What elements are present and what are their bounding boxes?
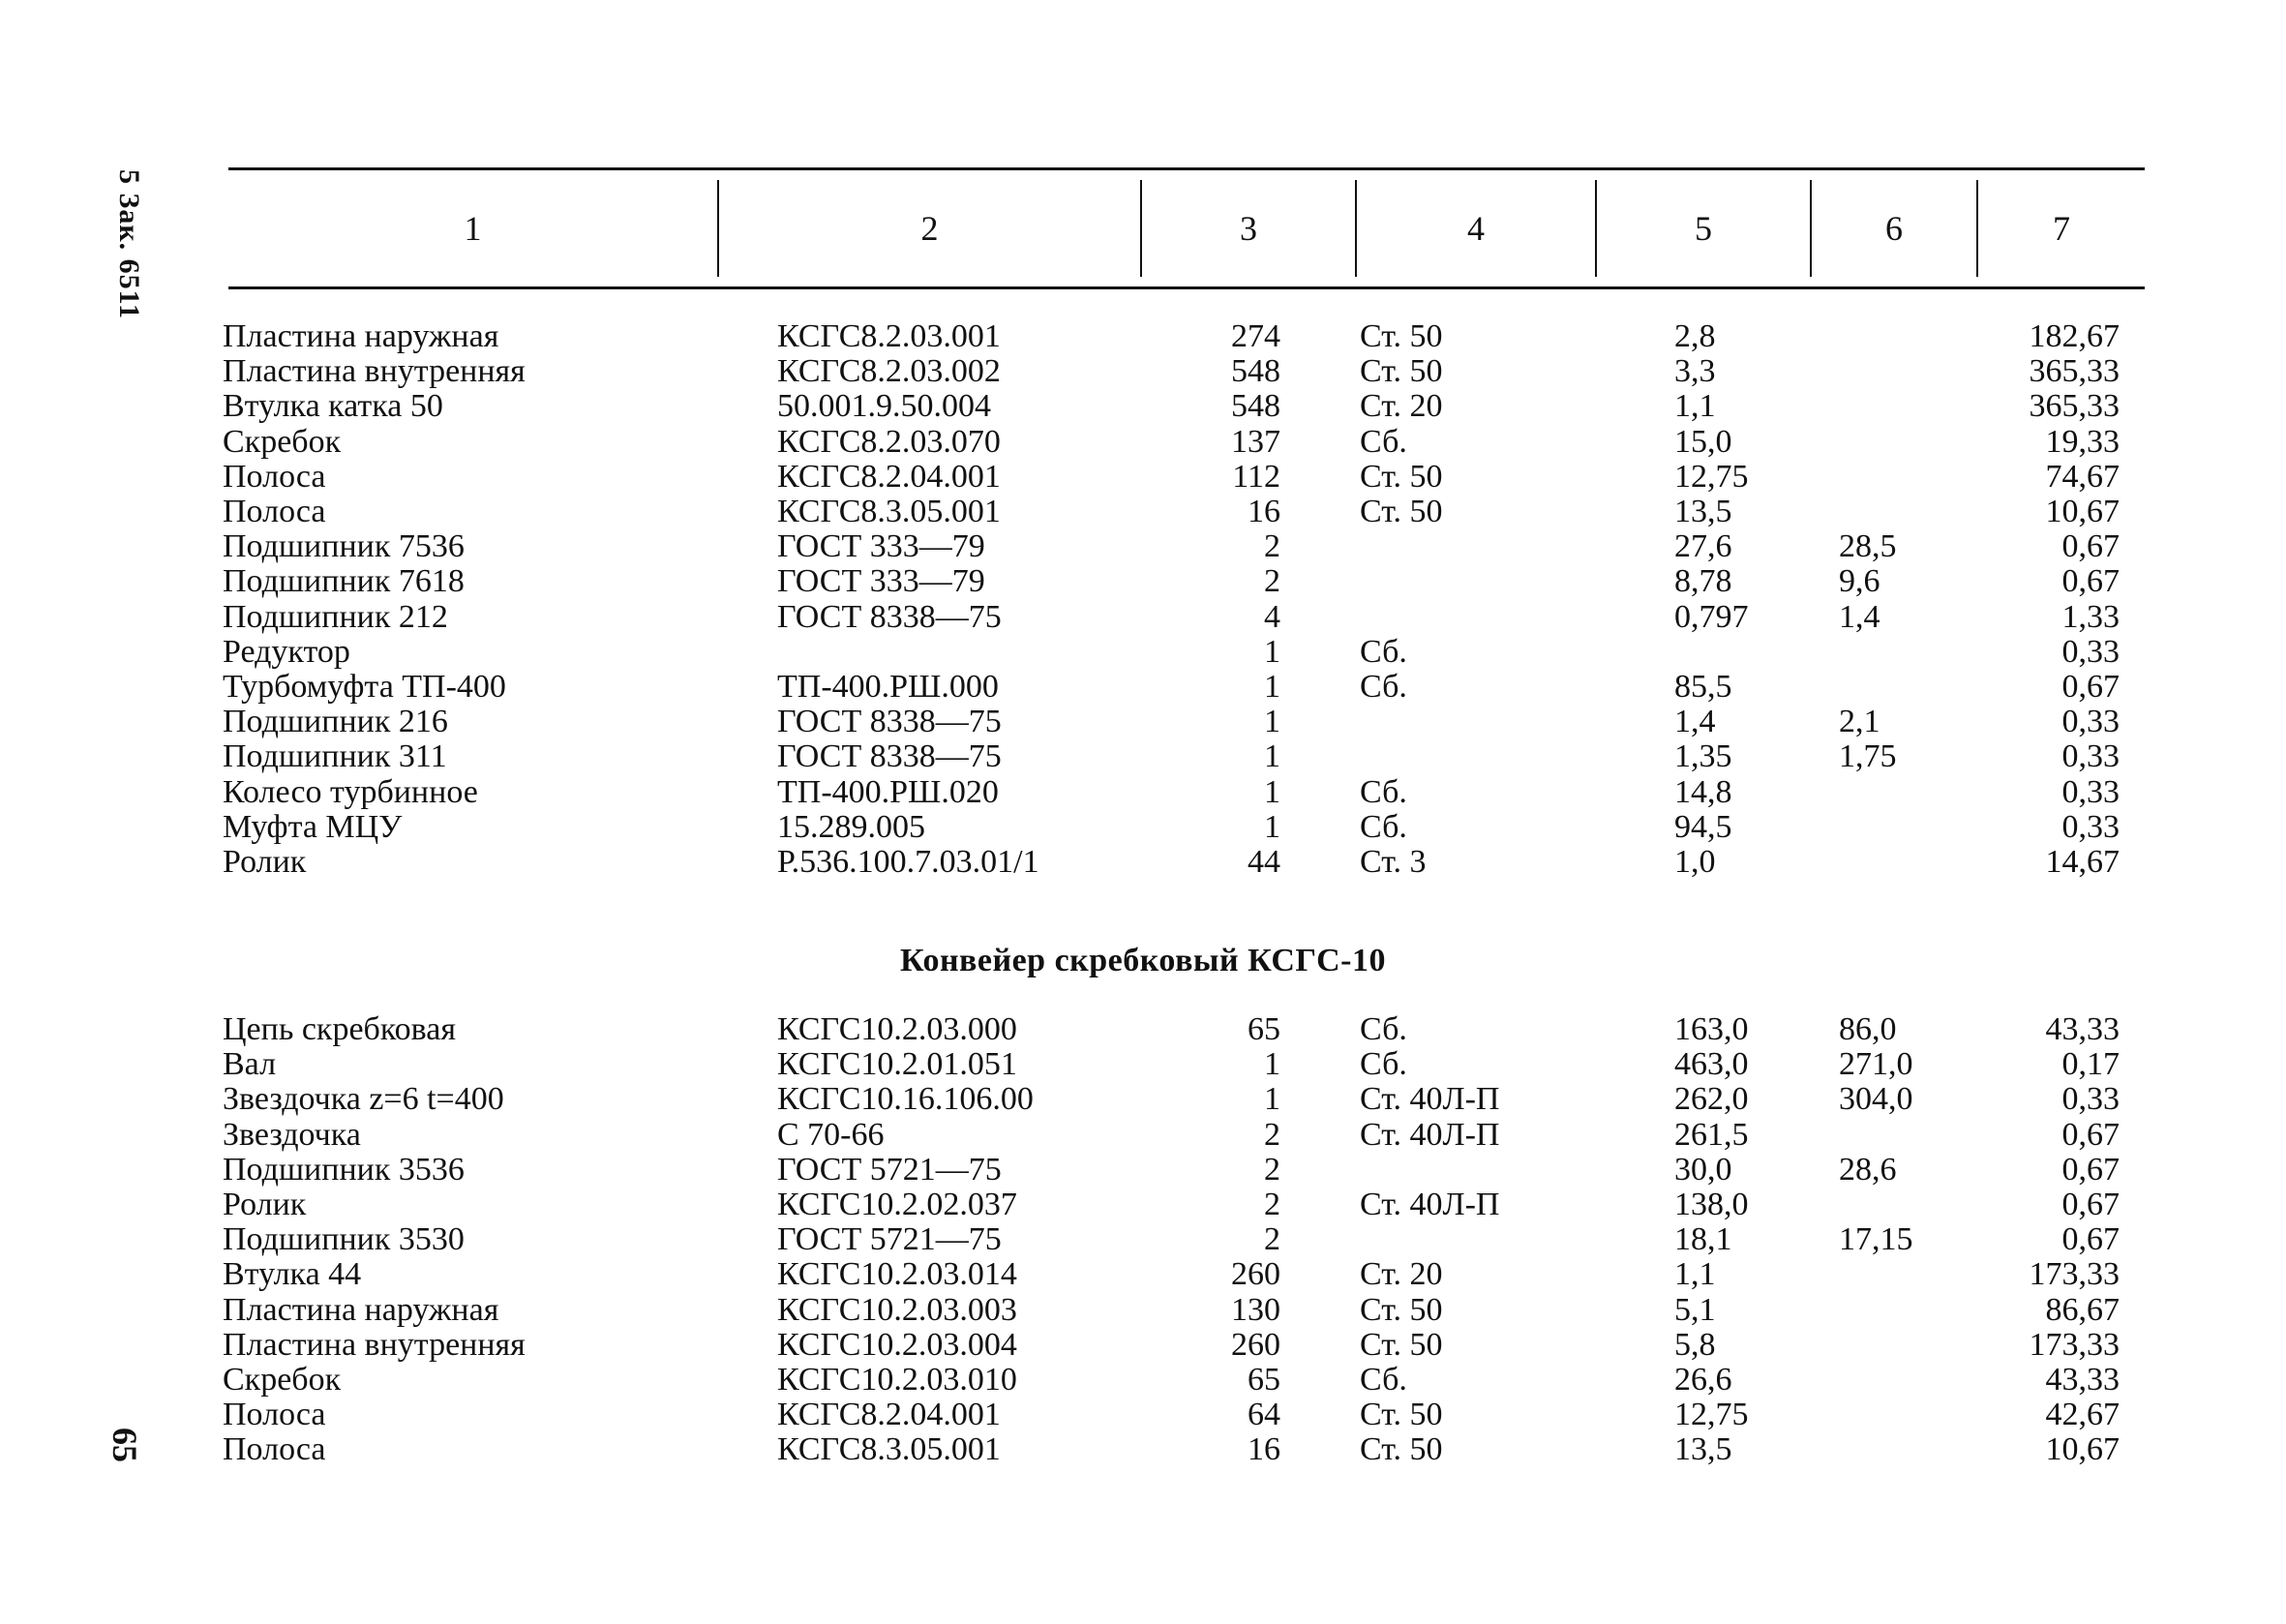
cell-norm: 0,33 bbox=[2061, 1081, 2120, 1118]
cell-mass: 0,797 bbox=[1674, 598, 1749, 635]
cell-quantity: 2 bbox=[1264, 563, 1280, 600]
cell-material: Ст. 50 bbox=[1360, 1291, 1443, 1328]
cell-norm: 10,67 bbox=[2045, 1431, 2120, 1468]
cell-designation: КСГС8.2.04.001 bbox=[777, 458, 1001, 495]
cell-item-name: Подшипник 216 bbox=[223, 704, 448, 740]
cell-designation: КСГС10.2.01.051 bbox=[777, 1046, 1017, 1083]
cell-quantity: 1 bbox=[1264, 669, 1280, 705]
cell-norm: 1,33 bbox=[2061, 598, 2120, 635]
cell-material: Сб. bbox=[1360, 1362, 1407, 1398]
cell-material: Ст. 3 bbox=[1360, 844, 1427, 880]
cell-material: Ст. 20 bbox=[1360, 1256, 1443, 1293]
cell-material: Сб. bbox=[1360, 633, 1407, 670]
cell-quantity: 2 bbox=[1264, 1116, 1280, 1153]
cell-item-name: Турбомуфта ТП-400 bbox=[223, 669, 506, 705]
cell-designation: КСГС8.2.03.001 bbox=[777, 318, 1001, 354]
cell-quantity: 274 bbox=[1231, 318, 1280, 354]
cell-norm: 173,33 bbox=[2029, 1256, 2120, 1293]
cell-quantity: 1 bbox=[1264, 808, 1280, 845]
cell-designation: Р.536.100.7.03.01/1 bbox=[777, 844, 1039, 880]
cell-material: Ст. 50 bbox=[1360, 1326, 1443, 1363]
cell-material: Ст. 50 bbox=[1360, 494, 1443, 529]
cell-designation: КСГС8.2.04.001 bbox=[777, 1397, 1001, 1433]
side-note: 5 Зак. 6511 bbox=[113, 169, 145, 319]
cell-designation: ГОСТ 333—79 bbox=[777, 528, 985, 565]
cell-quantity: 260 bbox=[1231, 1326, 1280, 1363]
cell-norm: 10,67 bbox=[2045, 494, 2120, 529]
cell-designation: КСГС8.3.05.001 bbox=[777, 494, 1001, 529]
cell-designation: ГОСТ 8338—75 bbox=[777, 704, 1002, 740]
cell-item-name: Цепь скребковая bbox=[223, 1011, 456, 1047]
cell-quantity: 1 bbox=[1264, 1046, 1280, 1083]
cell-item-name: Скребок bbox=[223, 423, 342, 460]
header-col-6: 6 bbox=[1885, 209, 1903, 248]
cell-norm: 42,67 bbox=[2045, 1397, 2120, 1433]
cell-quantity: 2 bbox=[1264, 1221, 1280, 1258]
header-col-3: 3 bbox=[1240, 209, 1257, 248]
cell-designation: 15.289.005 bbox=[777, 808, 925, 845]
cell-quantity: 1 bbox=[1264, 1081, 1280, 1118]
cell-mass: 1,0 bbox=[1674, 844, 1716, 880]
cell-mass: 85,5 bbox=[1674, 669, 1732, 705]
cell-mass: 3,3 bbox=[1674, 353, 1716, 390]
cell-designation: ГОСТ 5721—75 bbox=[777, 1151, 1002, 1188]
cell-mass: 30,0 bbox=[1674, 1151, 1732, 1188]
cell-item-name: Редуктор bbox=[223, 633, 350, 670]
cell-quantity: 1 bbox=[1264, 633, 1280, 670]
cell-extra-mass: 1,4 bbox=[1839, 598, 1880, 635]
cell-extra-mass: 304,0 bbox=[1839, 1081, 1913, 1118]
cell-designation: ГОСТ 8338—75 bbox=[777, 738, 1002, 775]
cell-extra-mass: 1,75 bbox=[1839, 738, 1897, 775]
cell-quantity: 16 bbox=[1248, 494, 1280, 529]
cell-norm: 0,67 bbox=[2061, 1116, 2120, 1153]
cell-item-name: Пластина внутренняя bbox=[223, 1326, 526, 1363]
cell-mass: 163,0 bbox=[1674, 1011, 1749, 1047]
cell-mass: 8,78 bbox=[1674, 563, 1732, 600]
cell-norm: 0,67 bbox=[2061, 1151, 2120, 1188]
cell-designation: КСГС8.3.05.001 bbox=[777, 1431, 1001, 1468]
cell-item-name: Полоса bbox=[223, 494, 326, 529]
cell-mass: 5,8 bbox=[1674, 1326, 1716, 1363]
cell-item-name: Звездочка bbox=[223, 1116, 361, 1153]
cell-material: Сб. bbox=[1360, 669, 1407, 705]
cell-item-name: Звездочка z=6 t=400 bbox=[223, 1081, 504, 1118]
header-col-4: 4 bbox=[1467, 209, 1485, 248]
cell-extra-mass: 9,6 bbox=[1839, 563, 1880, 600]
cell-norm: 43,33 bbox=[2045, 1362, 2120, 1398]
cell-extra-mass: 271,0 bbox=[1839, 1046, 1913, 1083]
cell-quantity: 2 bbox=[1264, 1151, 1280, 1188]
cell-item-name: Ролик bbox=[223, 844, 307, 880]
cell-quantity: 548 bbox=[1231, 353, 1280, 390]
cell-designation: ГОСТ 5721—75 bbox=[777, 1221, 1002, 1258]
cell-mass: 26,6 bbox=[1674, 1362, 1732, 1398]
cell-material: Ст. 50 bbox=[1360, 318, 1443, 354]
cell-designation: 50.001.9.50.004 bbox=[777, 388, 991, 425]
cell-quantity: 65 bbox=[1248, 1362, 1280, 1398]
cell-designation: КСГС10.2.03.010 bbox=[777, 1362, 1017, 1398]
cell-norm: 182,67 bbox=[2029, 318, 2120, 354]
header-col-1: 1 bbox=[464, 209, 482, 248]
cell-extra-mass: 2,1 bbox=[1839, 704, 1880, 740]
table-header bbox=[228, 167, 2145, 289]
cell-norm: 43,33 bbox=[2045, 1011, 2120, 1047]
cell-material: Ст. 50 bbox=[1360, 458, 1443, 495]
cell-material: Ст. 40Л-П bbox=[1360, 1187, 1500, 1222]
cell-mass: 261,5 bbox=[1674, 1116, 1749, 1153]
cell-quantity: 4 bbox=[1264, 598, 1280, 635]
cell-norm: 365,33 bbox=[2029, 353, 2120, 390]
cell-item-name: Полоса bbox=[223, 1397, 326, 1433]
cell-material: Сб. bbox=[1360, 1011, 1407, 1047]
cell-mass: 2,8 bbox=[1674, 318, 1716, 354]
cell-item-name: Скребок bbox=[223, 1362, 342, 1398]
cell-designation: КСГС8.2.03.070 bbox=[777, 423, 1001, 460]
cell-quantity: 65 bbox=[1248, 1011, 1280, 1047]
header-col-7: 7 bbox=[2053, 209, 2070, 248]
cell-mass: 27,6 bbox=[1674, 528, 1732, 565]
cell-quantity: 44 bbox=[1248, 844, 1280, 880]
cell-designation: КСГС10.2.03.003 bbox=[777, 1291, 1017, 1328]
cell-norm: 0,33 bbox=[2061, 808, 2120, 845]
cell-item-name: Втулка катка 50 bbox=[223, 388, 443, 425]
cell-item-name: Подшипник 212 bbox=[223, 598, 448, 635]
cell-designation: ГОСТ 333—79 bbox=[777, 563, 985, 600]
cell-material: Ст. 50 bbox=[1360, 1397, 1443, 1433]
cell-quantity: 1 bbox=[1264, 738, 1280, 775]
cell-item-name: Вал bbox=[223, 1046, 277, 1083]
cell-mass: 1,1 bbox=[1674, 388, 1716, 425]
cell-quantity: 112 bbox=[1232, 458, 1280, 495]
cell-norm: 365,33 bbox=[2029, 388, 2120, 425]
cell-mass: 13,5 bbox=[1674, 1431, 1732, 1468]
cell-mass: 12,75 bbox=[1674, 458, 1749, 495]
cell-quantity: 64 bbox=[1248, 1397, 1280, 1433]
cell-quantity: 2 bbox=[1264, 1187, 1280, 1222]
cell-designation: КСГС10.2.02.037 bbox=[777, 1187, 1017, 1222]
cell-norm: 14,67 bbox=[2045, 844, 2120, 880]
cell-material: Ст. 40Л-П bbox=[1360, 1081, 1500, 1118]
cell-designation: КСГС10.2.03.014 bbox=[777, 1256, 1017, 1293]
cell-item-name: Подшипник 7618 bbox=[223, 563, 465, 600]
cell-mass: 138,0 bbox=[1674, 1187, 1749, 1222]
cell-mass: 1,35 bbox=[1674, 738, 1732, 775]
cell-mass: 1,4 bbox=[1674, 704, 1716, 740]
cell-material: Сб. bbox=[1360, 423, 1407, 460]
cell-item-name: Колесо турбинное bbox=[223, 773, 478, 810]
cell-mass: 1,1 bbox=[1674, 1256, 1716, 1293]
header-col-2: 2 bbox=[920, 209, 939, 248]
cell-quantity: 1 bbox=[1264, 704, 1280, 740]
cell-norm: 0,67 bbox=[2061, 669, 2120, 705]
cell-item-name: Втулка 44 bbox=[223, 1256, 362, 1293]
cell-designation: КСГС10.16.106.00 bbox=[777, 1081, 1034, 1118]
cell-norm: 0,67 bbox=[2061, 1187, 2120, 1222]
cell-designation: С 70-66 bbox=[777, 1116, 885, 1153]
cell-material: Ст. 20 bbox=[1360, 388, 1443, 425]
cell-quantity: 130 bbox=[1231, 1291, 1280, 1328]
cell-norm: 0,67 bbox=[2061, 1221, 2120, 1258]
cell-norm: 0,67 bbox=[2061, 563, 2120, 600]
cell-norm: 0,33 bbox=[2061, 704, 2120, 740]
cell-mass: 12,75 bbox=[1674, 1397, 1749, 1433]
cell-material: Ст. 50 bbox=[1360, 1431, 1443, 1468]
cell-norm: 0,33 bbox=[2061, 633, 2120, 670]
cell-item-name: Муфта МЦУ bbox=[223, 808, 403, 845]
page-number: 65 bbox=[105, 1428, 144, 1462]
cell-extra-mass: 28,6 bbox=[1839, 1151, 1897, 1188]
cell-designation: КСГС10.2.03.000 bbox=[777, 1011, 1017, 1047]
cell-mass: 15,0 bbox=[1674, 423, 1732, 460]
cell-norm: 19,33 bbox=[2045, 423, 2120, 460]
cell-item-name: Пластина наружная bbox=[223, 1291, 499, 1328]
cell-material: Сб. bbox=[1360, 1046, 1407, 1083]
cell-designation: КСГС8.2.03.002 bbox=[777, 353, 1001, 390]
cell-item-name: Полоса bbox=[223, 458, 326, 495]
cell-mass: 18,1 bbox=[1674, 1221, 1732, 1258]
cell-designation: ТП-400.РШ.000 bbox=[777, 669, 999, 705]
cell-item-name: Подшипник 311 bbox=[223, 738, 447, 775]
cell-mass: 13,5 bbox=[1674, 494, 1732, 529]
cell-item-name: Полоса bbox=[223, 1431, 326, 1468]
cell-mass: 5,1 bbox=[1674, 1291, 1716, 1328]
cell-designation: ГОСТ 8338—75 bbox=[777, 598, 1002, 635]
cell-norm: 0,17 bbox=[2061, 1046, 2120, 1083]
cell-quantity: 137 bbox=[1231, 423, 1280, 460]
cell-quantity: 16 bbox=[1248, 1431, 1280, 1468]
cell-mass: 14,8 bbox=[1674, 773, 1732, 810]
cell-material: Ст. 50 bbox=[1360, 353, 1443, 390]
cell-quantity: 2 bbox=[1264, 528, 1280, 565]
cell-norm: 0,67 bbox=[2061, 528, 2120, 565]
cell-quantity: 1 bbox=[1264, 773, 1280, 810]
cell-mass: 94,5 bbox=[1674, 808, 1732, 845]
cell-quantity: 260 bbox=[1231, 1256, 1280, 1293]
cell-material: Сб. bbox=[1360, 773, 1407, 810]
cell-norm: 0,33 bbox=[2061, 773, 2120, 810]
cell-norm: 173,33 bbox=[2029, 1326, 2120, 1363]
cell-material: Сб. bbox=[1360, 808, 1407, 845]
cell-extra-mass: 86,0 bbox=[1839, 1011, 1897, 1047]
cell-mass: 463,0 bbox=[1674, 1046, 1749, 1083]
cell-mass: 262,0 bbox=[1674, 1081, 1749, 1118]
cell-extra-mass: 28,5 bbox=[1839, 528, 1897, 565]
cell-norm: 0,33 bbox=[2061, 738, 2120, 775]
cell-norm: 74,67 bbox=[2045, 458, 2120, 495]
header-col-5: 5 bbox=[1695, 209, 1712, 248]
cell-item-name: Подшипник 3530 bbox=[223, 1221, 465, 1258]
cell-item-name: Ролик bbox=[223, 1187, 307, 1222]
cell-material: Ст. 40Л-П bbox=[1360, 1116, 1500, 1153]
cell-item-name: Подшипник 3536 bbox=[223, 1151, 465, 1188]
cell-item-name: Пластина внутренняя bbox=[223, 353, 526, 390]
cell-extra-mass: 17,15 bbox=[1839, 1221, 1913, 1258]
cell-item-name: Подшипник 7536 bbox=[223, 528, 465, 565]
cell-designation: ТП-400.РШ.020 bbox=[777, 773, 999, 810]
cell-item-name: Пластина наружная bbox=[223, 318, 499, 354]
cell-quantity: 548 bbox=[1231, 388, 1280, 425]
cell-norm: 86,67 bbox=[2045, 1291, 2120, 1328]
cell-designation: КСГС10.2.03.004 bbox=[777, 1326, 1017, 1363]
section-title: Конвейер скребковый КСГС-10 bbox=[900, 943, 1386, 978]
